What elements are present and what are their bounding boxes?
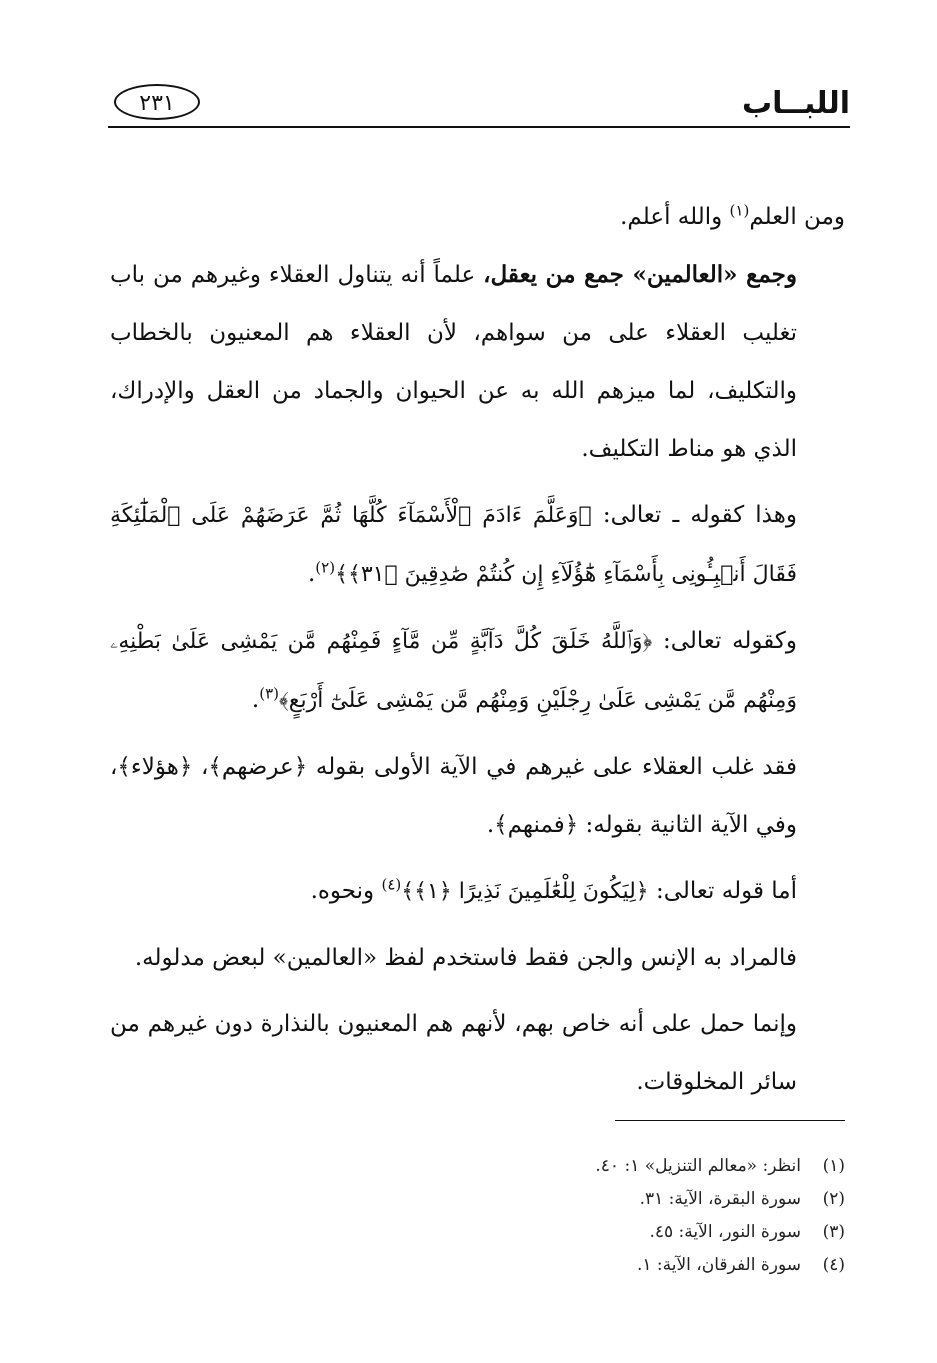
footnote-number: (٢): [822, 1189, 845, 1209]
footnote-text: سورة النور، الآية: ٤٥.: [649, 1222, 801, 1242]
page-header: [108, 82, 850, 126]
footnote-3: [110, 1216, 845, 1249]
paragraph-4: [110, 612, 845, 730]
footnote-number: (٣): [822, 1222, 845, 1242]
paragraph-3: [110, 486, 845, 604]
paragraph-6-text-b: ونحوه.: [310, 878, 382, 904]
paragraph-2-text: علماً أنه يتناول العقلاء وغيرهم من باب تغليب العقلاء على من سواهم، لأن العقلاء هم المعنيون بالخطاب والتكليف، لما ميزهم الله به عن الحيوان والجماد من العقل والإدراك، الذي هو مناط التكليف.: [110, 262, 797, 462]
footnote-1: [110, 1150, 845, 1183]
footnote-ref-2: (٢): [315, 558, 336, 577]
paragraph-7: فالمراد به الإنس والجن فقط فاستخدم لفظ «العالمين» لبعض مدلوله.: [134, 945, 797, 971]
running-title: اللبــاب: [742, 86, 850, 121]
footnote-4: [110, 1249, 845, 1282]
footnotes: [110, 1150, 845, 1282]
footnote-2: [110, 1183, 845, 1216]
quran-verse-3: ﴿لِيَكُونَ لِلْعَٰلَمِينَ نَذِيرًا ﴿١﴾﴾: [401, 879, 649, 904]
quran-verse-1: ﴿وَعَلَّمَ ءَادَمَ ٱلْأَسْمَآءَ كُلَّهَا ثُمَّ عَرَضَهُمْ عَلَى ٱلْمَلَٰٓئِكَةِ فَقَالَ أَنۢبِـُٔونِى بِأَسْمَآءِ هَٰٓؤُلَآءِ إِن كُنتُمْ صَٰدِقِينَ ﴿٣١﴾﴾: [110, 503, 797, 587]
paragraph-2: [110, 246, 845, 478]
paragraph-3-text-b: .: [307, 561, 316, 587]
page-number: ٢٣١: [114, 84, 200, 120]
footnote-text: انظر: «معالم التنزيل» ١: ٤٠.: [595, 1156, 801, 1176]
quran-verse-2: ﴿وَٱللَّهُ خَلَقَ كُلَّ دَآبَّةٍ مِّن مَّآءٍ فَمِنْهُم مَّن يَمْشِى عَلَىٰ بَطْنِهِۦ وَمِنْهُم مَّن يَمْشِى عَلَىٰ رِجْلَيْنِ وَمِنْهُم مَّن يَمْشِى عَلَىٰٓ أَرْبَعٍ﴾: [110, 629, 797, 713]
footnote-ref-1: (١): [729, 201, 750, 220]
footnote-rule: [615, 1120, 845, 1121]
paragraph-5: فقد غلب العقلاء على غيرهم في الآية الأولى بقوله ﴿عرضهم﴾، ﴿هؤلاء﴾، وفي الآية الثانية بقوله: ﴿فمنهم﴾.: [110, 754, 797, 838]
footnote-number: (١): [822, 1156, 845, 1176]
paragraph-1-text-b: والله أعلم.: [620, 204, 730, 230]
paragraph-6: [110, 862, 845, 921]
header-rule: [108, 126, 850, 128]
body-text: [110, 188, 845, 1111]
paragraph-4-text-a: وكقوله تعالى:: [652, 628, 797, 654]
paragraph-4-text-b: .: [251, 687, 260, 713]
paragraph-3-text-a: وهذا كقوله ـ تعالى:: [591, 502, 797, 528]
paragraph-1: [110, 188, 845, 246]
footnote-text: سورة الفرقان، الآية: ١.: [636, 1255, 801, 1275]
paragraph-1-text-a: ومن العلم: [749, 204, 845, 230]
footnote-ref-4: (٤): [381, 875, 402, 894]
footnote-number: (٤): [822, 1255, 845, 1275]
paragraph-6-text-a: أما قوله تعالى:: [648, 878, 797, 904]
paragraph-8: وإنما حمل على أنه خاص بهم، لأنهم هم المعنيون بالنذارة دون غيرهم من سائر المخلوقات.: [110, 1011, 797, 1095]
footnote-ref-3: (٣): [259, 684, 280, 703]
footnote-text: سورة البقرة، الآية: ٣١.: [639, 1189, 801, 1209]
paragraph-2-bold: وجمع «العالمين» جمع من يعقل،: [483, 261, 797, 288]
